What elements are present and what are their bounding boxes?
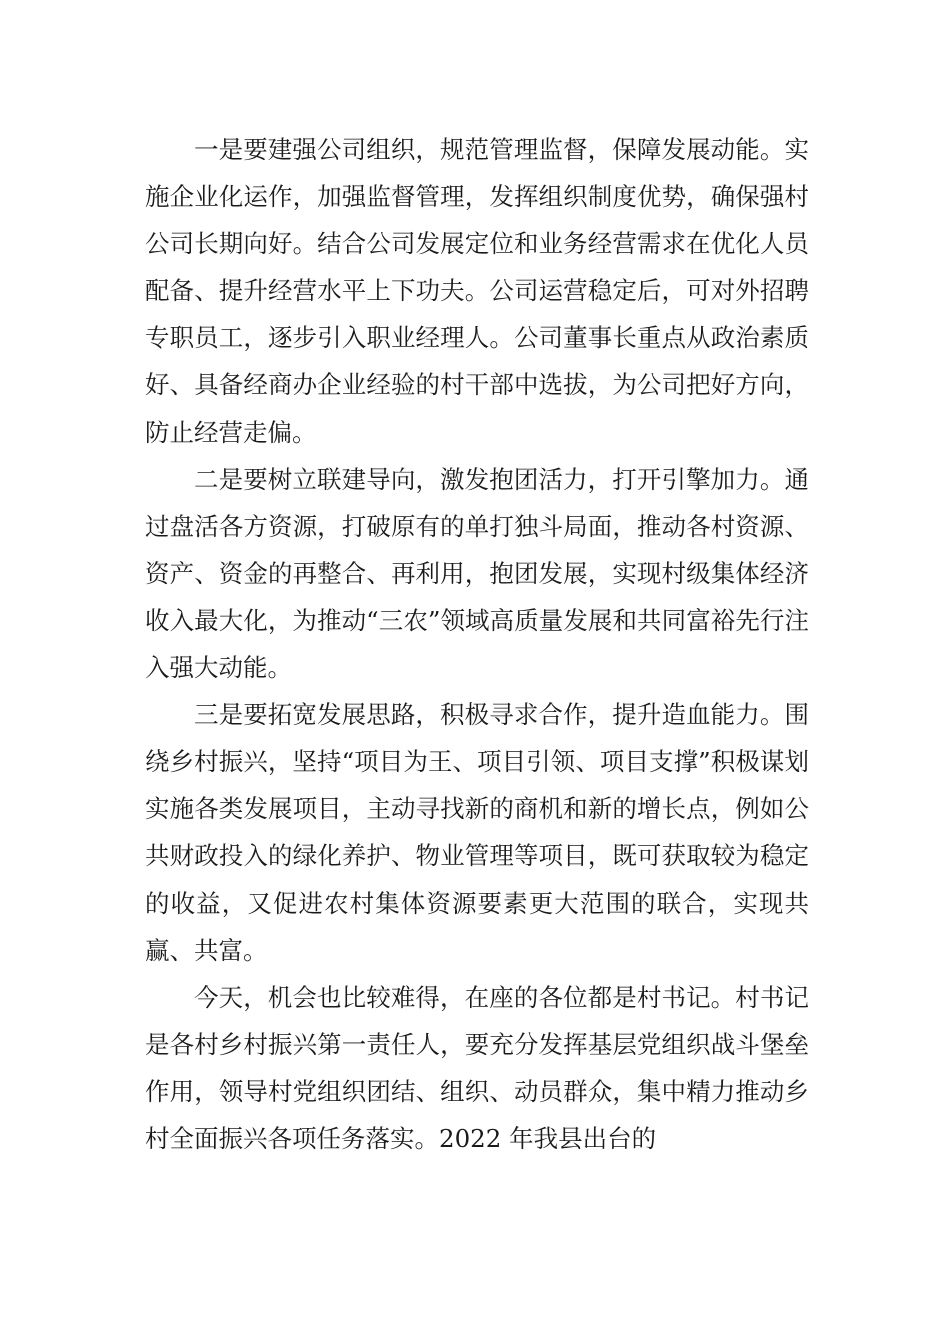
body-text <box>145 126 809 1162</box>
paragraph-4: 今天，机会也比较难得，在座的各位都是村书记。村书记是各村乡村振兴第一责任人，要充分发挥基层党组织战斗堡垒作用，领导村党组织团结、组织、动员群众，集中精力推动乡村全面振兴各项任务落实。2022 年我县出台的 <box>145 982 809 1153</box>
paragraph-2: 二是要树立联建导向，激发抱团活力，打开引擎加力。通过盘活各方资源，打破原有的单打独斗局面，推动各村资源、资产、资金的再整合、再利用，抱团发展，实现村级集体经济收入最大化，为推动“三农”领域高质量发展和共同富裕先行注入强大动能。 <box>145 464 809 683</box>
paragraph-3: 三是要拓宽发展思路，积极寻求合作，提升造血能力。围绕乡村振兴，坚持“项目为王、项目引领、项目支撑”积极谋划实施各类发展项目，主动寻找新的商机和新的增长点，例如公共财政投入的绿化养护、物业管理等项目，既可获取较为稳定的收益，又促进农村集体资源要素更大范围的联合，实现共赢、共富。 <box>145 700 809 965</box>
paragraph-1: 一是要建强公司组织，规范管理监督，保障发展动能。实施企业化运作，加强监督管理，发挥组织制度优势，确保强村公司长期向好。结合公司发展定位和业务经营需求在优化人员配备、提升经营水平上下功夫。公司运营稳定后，可对外招聘专职员工，逐步引入职业经理人。公司董事长重点从政治素质好、具备经商办企业经验的村干部中选拔，为公司把好方向，防止经营走偏。 <box>145 135 809 447</box>
